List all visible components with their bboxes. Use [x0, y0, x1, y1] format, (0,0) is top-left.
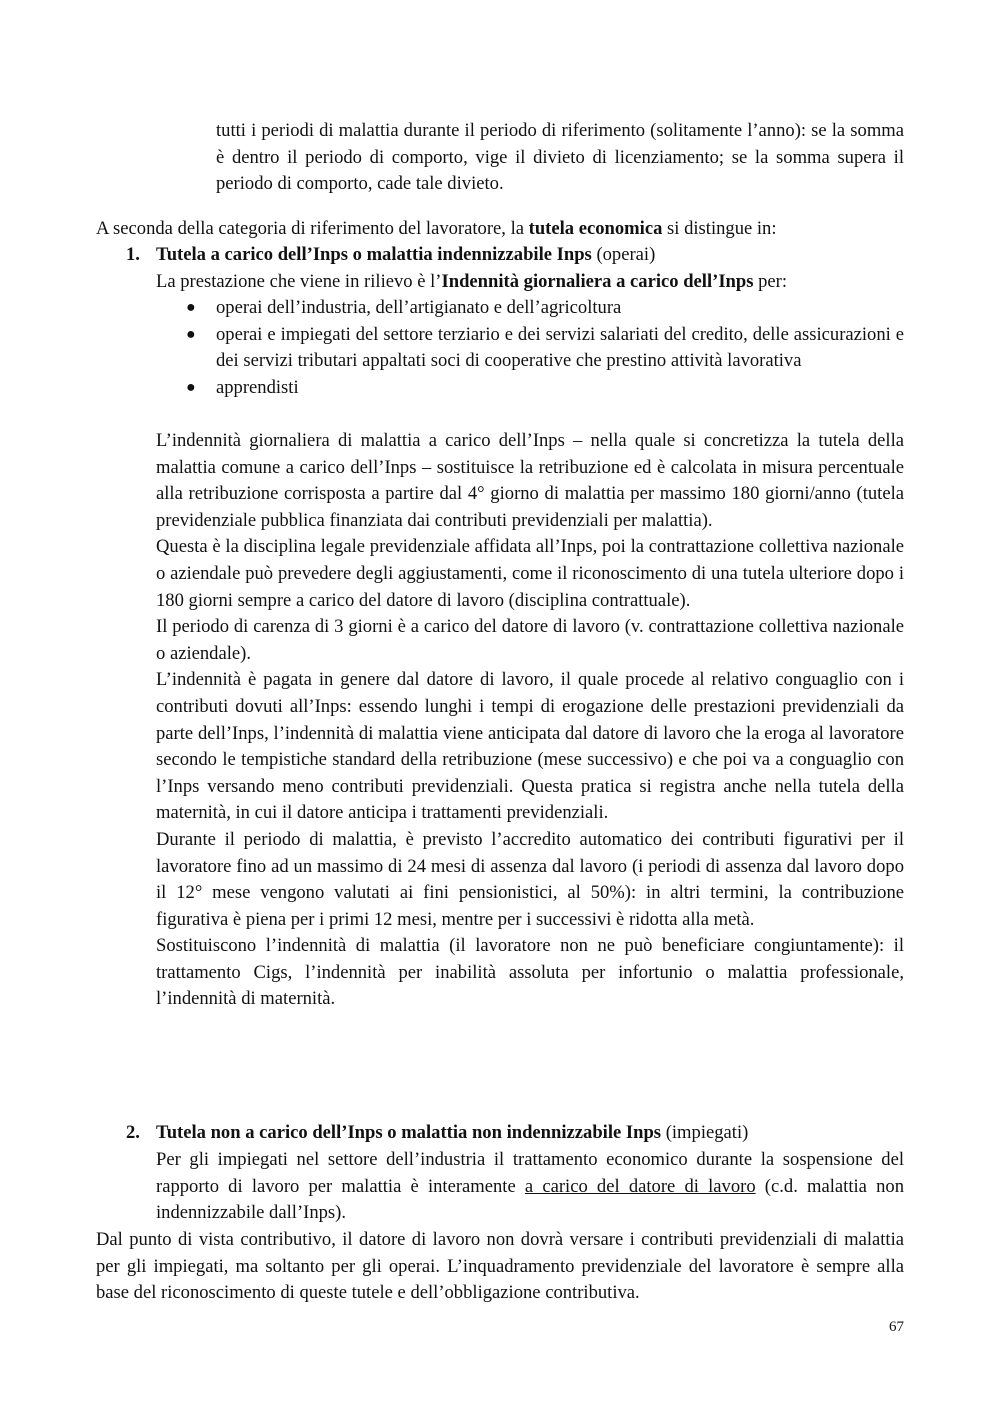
body-paragraph: L’indennità è pagata in genere dal datore di lavoro, il quale procede al relativo conguaglio con i contributi dovuti all’Inps: essendo lunghi i tempi di erogazione delle prestazioni previdenziali da parte dell’Inps, l’indennità di malattia viene anticipata dal datore di lavoro che la eroga al lavoratore secondo le tempistiche standard della retribuzione (mese successivo) e che poi va a conguaglio con l’Inps versando meno contributi previdenziali. Questa pratica si registra anche nella tutela della maternità, in cui il datore anticipa i trattamenti previdenziali.: [156, 669, 904, 824]
lead-text: La prestazione che viene in rilievo è l’: [156, 271, 442, 292]
body-paragraph: Questa è la disciplina legale previdenziale affidata all’Inps, poi la contrattazione collettiva nazionale o aziendale può prevedere degli aggiustamenti, come il riconoscimento di una tutela ulteriore dopo i 180 giorni sempre a carico del datore di lavoro (disciplina contrattuale).: [156, 536, 904, 611]
intro-paragraph: [96, 216, 904, 243]
body-paragraph: Sostituiscono l’indennità di malattia (il lavoratore non ne può beneficiare congiuntamente): il trattamento Cigs, l’indennità per inabilità assoluta per infortunio o malattia professionale, l’indennità di maternità.: [156, 935, 904, 1010]
list-item-1-body: [156, 428, 904, 1013]
list-number-1: 1.: [126, 244, 140, 265]
body-paragraph: L’indennità giornaliera di malattia a carico dell’Inps – nella quale si concretizza la tutela della malattia comune a carico dell’Inps – sostituisce la retribuzione ed è calcolata in misura percentuale alla retribuzione corrisposta a partire dal 4° giorno di malattia per massimo 180 giorni/anno (tutela previdenziale pubblica finanziata dai contributi previdenziali per malattia).: [156, 430, 904, 531]
page-number: 67: [889, 1319, 904, 1335]
lead-text-end: per:: [753, 271, 788, 292]
bullet-icon: ●: [186, 378, 196, 396]
list-item-2-title-qualifier: (impiegati): [661, 1122, 749, 1143]
list-item-2-body: [156, 1147, 904, 1227]
bullet-icon: ●: [186, 325, 196, 343]
item2-underlined-text: a carico del datore di lavoro: [524, 1175, 756, 1197]
bullet-item: [186, 322, 904, 375]
intro-bold-term: tutela economica: [528, 218, 663, 239]
bullet-item: [186, 295, 904, 322]
body-paragraph: Il periodo di carenza di 3 giorni è a carico del datore di lavoro (v. contrattazione collettiva nazionale o aziendale).: [156, 616, 904, 664]
closing-paragraph: Dal punto di vista contributivo, il datore di lavoro non dovrà versare i contributi previdenziali di malattia per gli impiegati, ma soltanto per gli operai. L’inquadramento previdenziale del lavoratore è sempre alla base del riconoscimento di queste tutele e dell’obbligazione contributiva.: [96, 1229, 904, 1304]
item2-text-end: (c.d. malattia non indennizzabile dall’Inps).: [156, 1175, 904, 1224]
list-item-1-heading: [126, 242, 906, 269]
beneficiaries-bullet-list: [186, 295, 904, 401]
list-item-2-title: Tutela non a carico dell’Inps o malattia non indennizzabile Inps: [156, 1122, 662, 1143]
bullet-item: [186, 375, 904, 402]
list-item-1-title-qualifier: (operai): [591, 244, 656, 265]
bullet-text: operai dell’industria, dell’artigianato e dell’agricoltura: [216, 297, 622, 318]
lead-bold-term: Indennità giornaliera a carico dell’Inps: [441, 271, 754, 292]
intro-text-end: si distingue in:: [662, 218, 777, 239]
list-number-2: 2.: [126, 1122, 140, 1143]
intro-text: A seconda della categoria di riferimento del lavoratore, la: [96, 218, 529, 239]
list-item-1-lead: [156, 269, 904, 296]
body-paragraph: Durante il periodo di malattia, è previsto l’accredito automatico dei contributi figurativi per il lavoratore fino ad un massimo di 24 mesi di assenza dal lavoro (i periodi di assenza dal lavoro dopo il 12° mese vengono valutati ai fini pensionistici, al 50%): in altri termini, la contribuzione figurativa è piena per i primi 12 mesi, mentre per i successivi è ridotta alla metà.: [156, 828, 904, 930]
list-item-1-title: Tutela a carico dell’Inps o malattia indennizzabile Inps: [156, 244, 592, 265]
bullet-text: operai e impiegati del settore terziario e dei servizi salariati del credito, delle assicurazioni e dei servizi tributari appaltati soci di cooperative che prestino attività lavorativa: [216, 323, 904, 372]
list-item-2-heading: [126, 1120, 906, 1147]
item2-text: Per gli impiegati nel settore dell’industria il trattamento economico durante la sospensione del rapporto di lavoro per malattia è interamente: [156, 1149, 904, 1197]
continued-paragraph: tutti i periodi di malattia durante il periodo di riferimento (solitamente l’anno): se la somma è dentro il periodo di comporto, vige il divieto di licenziamento; se la somma supera il periodo di comporto, cade tale divieto.: [216, 120, 904, 195]
bullet-text: apprendisti: [216, 376, 299, 398]
bullet-icon: ●: [186, 299, 196, 316]
